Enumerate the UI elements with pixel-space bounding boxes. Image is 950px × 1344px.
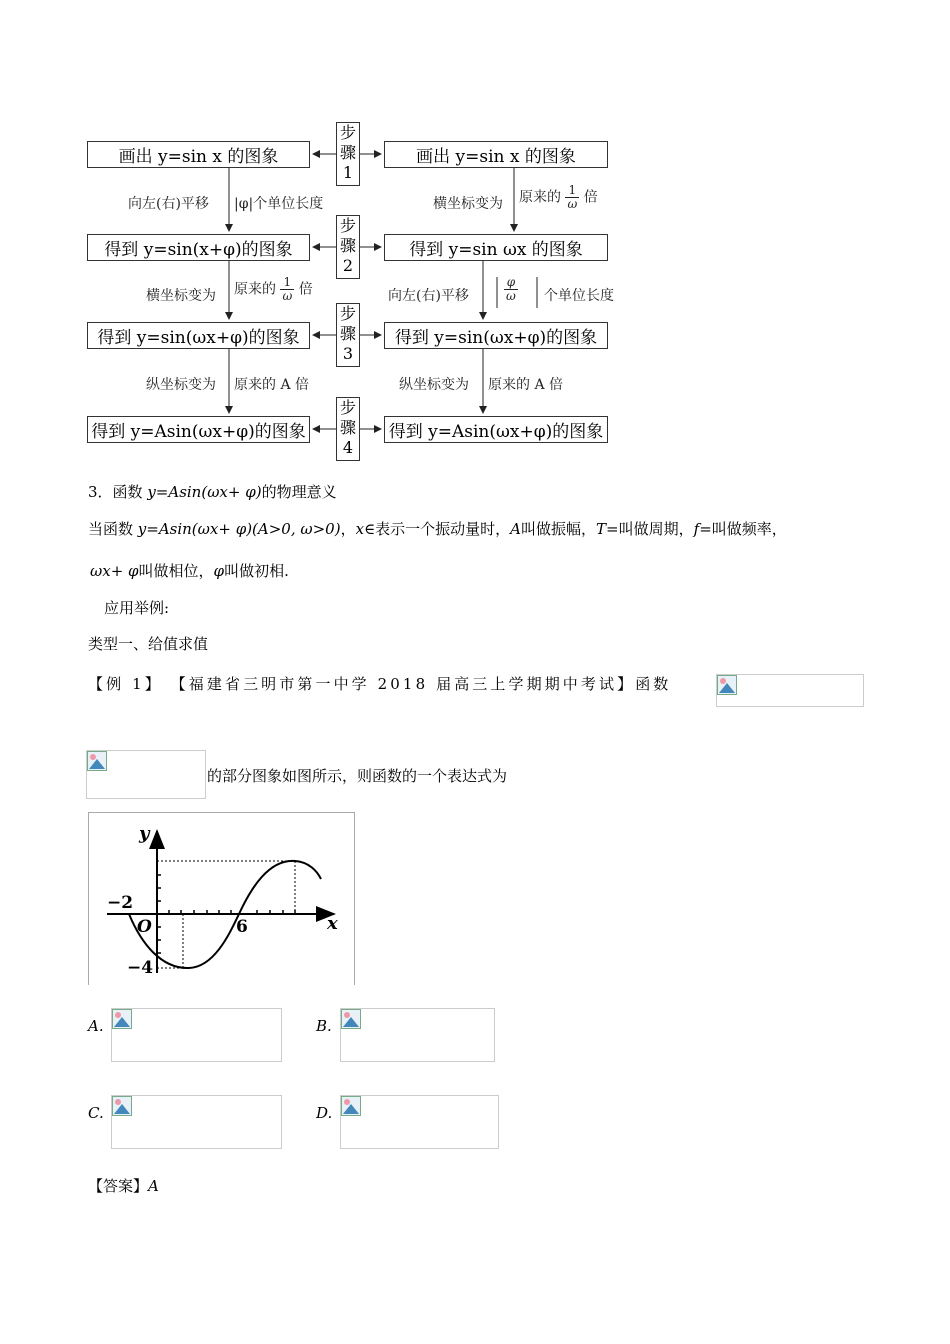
option-b-label: B. [316, 1017, 332, 1035]
answer-value: A [148, 1177, 159, 1195]
graph-tick-neg4: −4 [127, 958, 154, 978]
option-d-label: D. [316, 1104, 333, 1122]
graph-y-label: y [139, 823, 150, 844]
flow-right-box-1: 画出 y=sin x 的图象 [384, 141, 608, 168]
left-label-1b: |φ|个单位长度 [234, 196, 324, 212]
flow-left-box-3: 得到 y=sin(ωx+φ)的图象 [87, 322, 310, 349]
right-label-2c: 个单位长度 [544, 288, 614, 304]
section3-line2: ωx+ φ叫做相位，φ叫做初相. [90, 562, 289, 580]
right-label-1a: 横坐标变为 [433, 196, 503, 212]
right-label-3a: 纵坐标变为 [399, 377, 469, 393]
image-placeholder-icon [87, 751, 107, 771]
option-b-image[interactable] [340, 1008, 495, 1062]
function-graph [88, 812, 355, 985]
image-placeholder-icon [717, 675, 737, 695]
answer [88, 1175, 159, 1196]
fraction-1-over-omega-right: $\frac{1}{\omega}$ [567, 183, 578, 211]
image-placeholder-icon [112, 1096, 132, 1116]
broken-image-formula [716, 674, 864, 707]
image-placeholder-icon [341, 1096, 361, 1116]
option-a-label: A. [88, 1017, 104, 1035]
type1-heading: 类型一、给值求值 [88, 635, 209, 653]
graph-tick-6: 6 [236, 917, 248, 937]
right-label-2-frac [504, 276, 518, 303]
step-box-4: 步 骤 4 [336, 397, 360, 461]
step-box-2: 步 骤 2 [336, 215, 360, 279]
apply-heading: 应用举例: [104, 599, 170, 617]
flow-arrows [0, 0, 950, 470]
graph-origin-label: O [137, 917, 152, 937]
left-label-3b: 原来的 A 倍 [234, 377, 310, 393]
graph-tick-neg2: −2 [107, 893, 134, 913]
flow-right-box-4: 得到 y=Asin(ωx+φ)的图象 [384, 416, 608, 443]
left-label-3a: 纵坐标变为 [146, 377, 216, 393]
right-label-2a: 向左(右)平移 [388, 288, 469, 304]
answer-label: 【答案】 [88, 1177, 149, 1195]
image-placeholder-icon [341, 1009, 361, 1029]
section3-title: 3．函数 y=Asin(ωx+ φ)的物理意义 [88, 483, 337, 501]
example-head: 【例 1】 【福建省三明市第一中学 2018 届高三上学期期中考试】函数 [88, 675, 672, 693]
option-c-label: C. [88, 1104, 104, 1122]
step-box-1: 步 骤 1 [336, 122, 360, 186]
example-line2: 的部分图象如图所示，则函数的一个表达式为 [207, 767, 508, 785]
fraction-1-over-omega: $\frac{1}{\omega}$ [282, 275, 293, 303]
flow-right-box-2: 得到 y=sin ωx 的图象 [384, 234, 608, 261]
section3-line1: 当函数 y=Asin(ωx+ φ)(A>0, ω>0)，x∈表示一个振动量时，A叫做振幅，T=叫做周期，f=叫做频率， [88, 520, 787, 538]
option-c-image[interactable] [111, 1095, 282, 1149]
left-label-2a: 横坐标变为 [146, 288, 216, 304]
flow-left-box-4: 得到 y=Asin(ωx+φ)的图象 [87, 416, 310, 443]
option-d-image[interactable] [340, 1095, 499, 1149]
image-placeholder-icon [112, 1009, 132, 1029]
option-a-image[interactable] [111, 1008, 282, 1062]
left-label-2b: 原来的 $\frac{1}{\omega}$ 倍 [234, 275, 313, 303]
graph-x-label: x [327, 913, 338, 934]
left-label-1a: 向左(右)平移 [128, 196, 209, 212]
flow-left-box-2: 得到 y=sin(x+φ)的图象 [87, 234, 310, 261]
right-label-1b: 原来的 $\frac{1}{\omega}$ 倍 [519, 183, 598, 211]
flow-left-box-1: 画出 y=sin x 的图象 [87, 141, 310, 168]
right-label-3b: 原来的 A 倍 [488, 377, 564, 393]
fraction-phi-over-omega: $\frac{\varphi}{\omega}$ [506, 275, 516, 303]
flow-right-box-3: 得到 y=sin(ωx+φ)的图象 [384, 322, 608, 349]
broken-image-function [86, 750, 206, 799]
step-box-3: 步 骤 3 [336, 303, 360, 367]
